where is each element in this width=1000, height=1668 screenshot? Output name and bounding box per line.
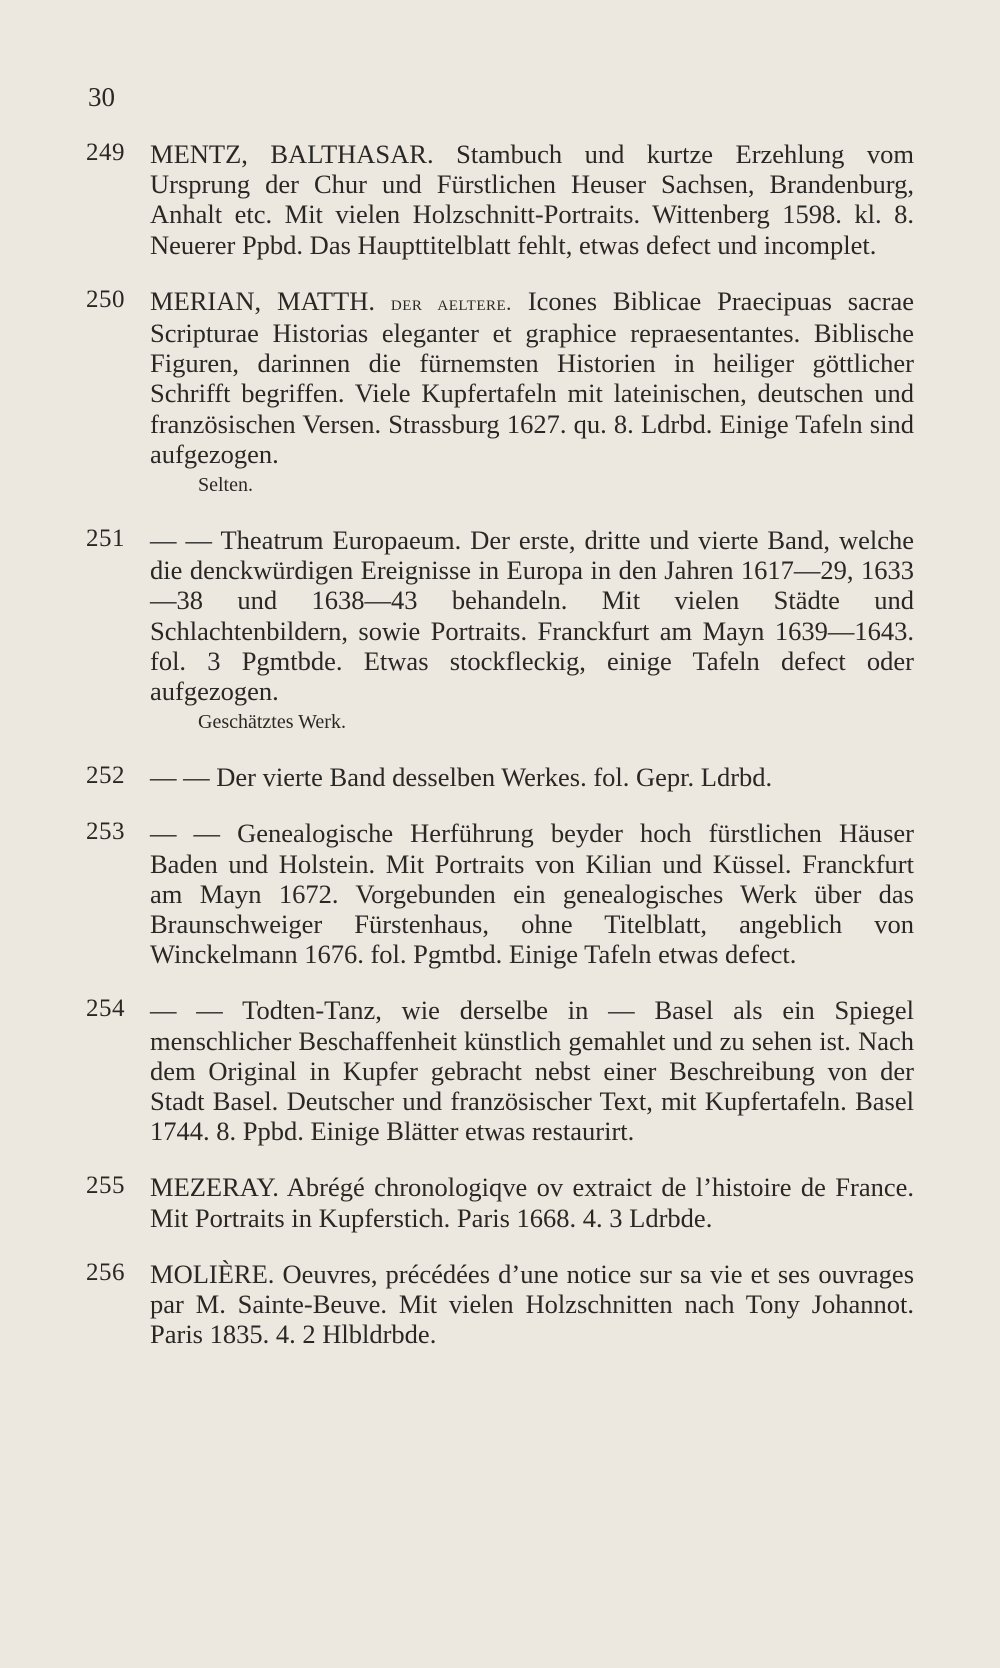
entry-text	[150, 139, 914, 260]
catalog-entry	[86, 818, 914, 969]
entry-description: Icones Biblicae Praecipuas sacrae Scripturae Historias eleganter et graphice repraesentantes. Biblische Figuren, darinnen die fürnemsten Historien in heiliger göttlicher Schrifft begriffen. Viele Kupfertafeln mit lateinischen, deutschen und französischen Versen. Strassburg 1627. qu. 8. Ldrbd. Einige Tafeln sind aufgezogen.	[150, 285, 914, 469]
catalog-entry	[86, 1172, 914, 1232]
entry-text	[150, 525, 914, 706]
entry-author: MERIAN, MATTH.	[150, 285, 375, 316]
entry-number: 254	[86, 995, 125, 1023]
entry-description: Theatrum Europaeum. Der erste, dritte und vierte Band, welche die denckwürdigen Ereignisse in Europa in den Jahren 1617—29, 1633—38 und 1638—43 behandeln. Mit vielen Städte und Schlachtenbildern, sowie Portraits. Franckfurt am Mayn 1639—1643. fol. 3 Pgmtbde. Etwas stockfleckig, einige Tafeln defect oder aufgezogen.	[150, 525, 915, 707]
entry-author: — —	[150, 818, 221, 849]
entry-text	[150, 1172, 914, 1232]
entry-text	[150, 762, 914, 792]
entry-description: Der vierte Band desselben Werkes. fol. Gepr. Ldrbd.	[216, 762, 773, 793]
entry-note: Selten.	[198, 474, 253, 497]
catalog-entry	[86, 525, 914, 736]
entry-author: MENTZ, BALTHASAR.	[150, 139, 434, 169]
catalog-entries	[86, 139, 914, 1376]
entry-note: Geschätztes Werk.	[198, 711, 346, 734]
entry-text	[150, 1259, 914, 1350]
entry-description: Todten-Tanz, wie derselbe in — Basel als ein Spiegel menschlicher Beschaffenheit künstlich gemahlet und zu sehen ist. Nach dem Original in Kupfer gebracht nebst einer Beschreibung von der Stadt Basel. Deutscher und französischer Text, mit Kupfertafeln. Basel 1744. 8. Ppbd. Einige Blätter etwas restaurirt.	[150, 995, 915, 1147]
entry-author: — —	[150, 762, 210, 793]
entry-number: 250	[86, 285, 125, 313]
entry-number: 256	[86, 1258, 125, 1286]
entry-number: 255	[86, 1172, 125, 1200]
catalog-entry	[86, 286, 914, 499]
entry-text	[150, 286, 914, 469]
catalog-entry	[86, 762, 914, 792]
entry-description: Genealogische Herführung beyder hoch fürstlichen Häuser Baden und Holstein. Mit Portraits von Kilian und Küssel. Franckfurt am Mayn 1672. Vorgebunden ein genealogisches Werk über das Braunschweiger Fürstenhaus, ohne Titelblatt, angeblich von Winckelmann 1676. fol. Pgmtbd. Einige Tafeln etwas defect.	[150, 818, 915, 970]
entry-description: Abrégé chronologiqve ov extraict de l’histoire de France. Mit Portraits in Kupferstich. Paris 1668. 4. 3 Ldrbde.	[150, 1172, 914, 1233]
entry-description: Oeuvres, précédées d’une notice sur sa vie et ses ouvrages par M. Sainte-Beuve. Mit vielen Holzschnitten nach Tony Johannot. Paris 1835. 4. 2 Hlbldrbde.	[150, 1258, 915, 1350]
entry-number: 249	[86, 139, 125, 166]
entry-text	[150, 818, 914, 969]
entry-author: — —	[150, 995, 223, 1026]
entry-author-suffix: der aeltere.	[390, 290, 512, 315]
entry-text	[150, 995, 914, 1146]
entry-author: — —	[150, 525, 212, 556]
entry-description: Stambuch und kurtze Erzehlung vom Ursprung der Chur und Fürstlichen Heuser Sachsen, Brandenburg, Anhalt etc. Mit vielen Holzschnitt-Portraits. Wittenberg 1598. kl. 8. Neuerer Ppbd. Das Haupttitelblatt fehlt, etwas defect und incomplet.	[150, 139, 915, 260]
entry-number: 251	[86, 525, 125, 553]
entry-number: 252	[86, 762, 125, 790]
page-number: 30	[88, 82, 115, 112]
entry-author: MEZERAY.	[150, 1172, 279, 1203]
catalog-entry	[86, 1259, 914, 1350]
entry-author: MOLIÈRE.	[150, 1258, 275, 1289]
entry-number: 253	[86, 818, 125, 846]
catalog-entry	[86, 995, 914, 1146]
catalog-entry	[86, 139, 914, 260]
